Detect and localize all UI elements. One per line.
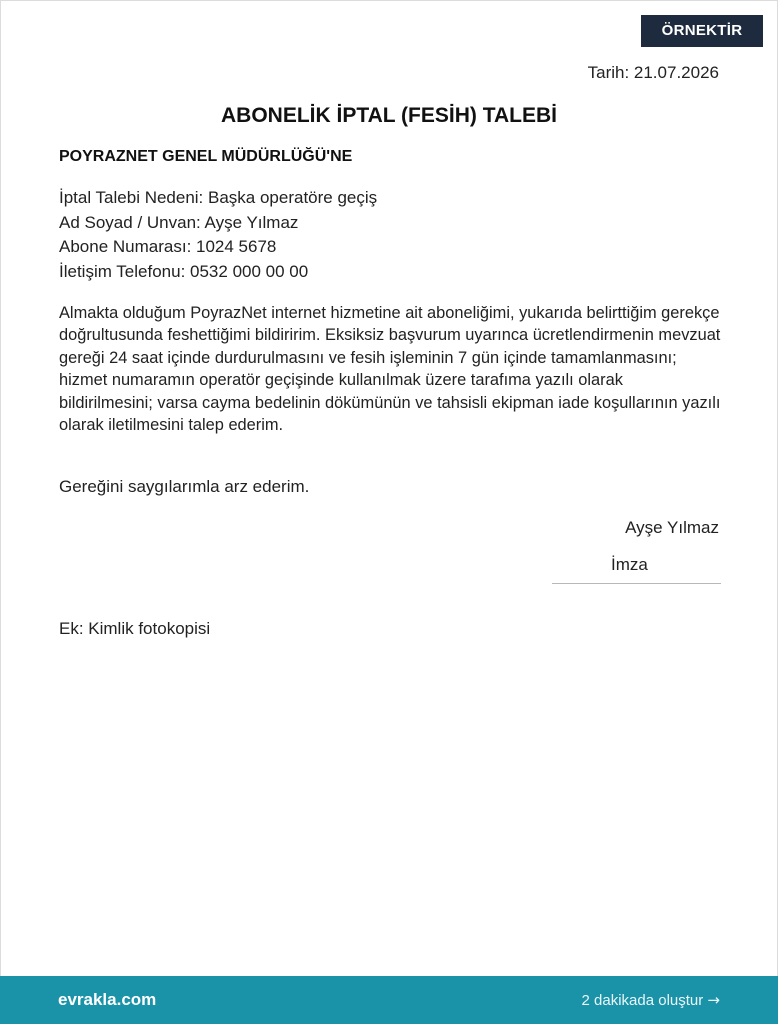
request-body: Almakta olduğum PoyrazNet internet hizmetine ait aboneliğimi, yukarıda belirttiğim gerekçe doğrultusunda feshettiğimi bildiririm. Eksiksiz başvurum uyarınca ücretlendirmenin mevzuat gereği 24 saat içinde durdurulmasını ve fesih işleminin 7 gün içinde tamamlanmasını; hizmet numaramın operatör geçişinde kullanılmak üzere tarafıma yazılı olarak bildirilmesini; varsa cayma bedelinin dökümünün ve tahsisli ekipman iade koşullarının yazılı olarak iletilmesini talep ederim. — [59, 304, 721, 435]
recipient-heading: POYRAZNET GENEL MÜDÜRLÜĞÜ'NE — [59, 148, 353, 165]
document-title: ABONELİK İPTAL (FESİH) TALEBİ — [221, 104, 557, 127]
document-date: Tarih: 21.07.2026 — [587, 63, 719, 82]
create-cta-link[interactable] — [582, 991, 721, 1009]
field-name: Ad Soyad / Unvan: Ayşe Yılmaz — [59, 212, 299, 232]
signer-name: Ayşe Yılmaz — [625, 518, 719, 537]
signature-line — [552, 583, 721, 584]
attachment-note: Ek: Kimlik fotokopisi — [59, 619, 211, 638]
closing-line: Gereğini saygılarımla arz ederim. — [59, 477, 310, 496]
footer-bar — [0, 976, 778, 1024]
applicant-fields — [59, 186, 377, 284]
sample-badge: ÖRNEKTİR — [641, 15, 763, 47]
field-phone: İletişim Telefonu: 0532 000 00 00 — [59, 261, 309, 281]
field-subscriber-number: Abone Numarası: 1024 5678 — [59, 237, 277, 256]
footer-brand-link[interactable]: evrakla.com — [58, 990, 157, 1009]
signature-label: İmza — [611, 555, 648, 574]
create-cta-label: 2 dakikada oluştur — [581, 992, 704, 1009]
field-reason: İptal Talebi Nedeni: Başka operatöre geçiş — [59, 188, 378, 207]
arrow-right-icon: → — [707, 991, 720, 1009]
